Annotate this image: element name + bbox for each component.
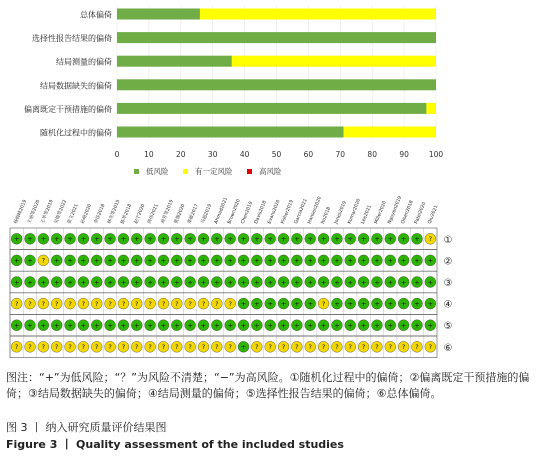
bar-segment <box>117 103 426 114</box>
study-label: 李佳2018 <box>93 203 107 225</box>
judgement-symbol: + <box>360 299 367 308</box>
study-label: Miller2020 <box>374 200 388 225</box>
bar-segment <box>117 32 436 43</box>
judgement-symbol: ? <box>308 343 312 352</box>
judgement-symbol: + <box>240 343 247 352</box>
judgement-symbol: + <box>174 256 180 265</box>
study-label: 赵宁2020 <box>133 203 147 225</box>
judgement-symbol: + <box>347 299 353 308</box>
judgement-symbol: + <box>360 278 367 287</box>
judgement-symbol: ? <box>361 343 366 352</box>
judgement-symbol: + <box>400 278 407 287</box>
judgement-symbol: + <box>334 235 340 244</box>
study-label: Evans2020 <box>267 199 282 225</box>
study-label: 周伟2021 <box>147 203 160 225</box>
judgement-symbol: + <box>360 256 367 265</box>
judgement-symbol: + <box>13 278 20 287</box>
judgement-symbol: ? <box>175 299 179 308</box>
judgement-symbol: + <box>134 321 140 330</box>
bar-segment <box>426 103 436 114</box>
judgement-symbol: + <box>360 235 367 244</box>
judgement-symbol: + <box>347 235 353 244</box>
judgement-symbol: + <box>227 256 233 265</box>
judgement-symbol: + <box>120 321 127 330</box>
judgement-symbol: ? <box>348 343 352 352</box>
judgement-symbol: + <box>254 235 260 244</box>
judgement-symbol: + <box>307 299 313 308</box>
study-label: Kumar2020 <box>347 198 363 225</box>
judgement-symbol: + <box>267 278 273 287</box>
domain-label: ④ <box>443 299 453 311</box>
judgement-symbol: + <box>187 235 193 244</box>
judgement-symbol: ? <box>54 343 59 352</box>
judgement-symbol: ? <box>428 235 433 244</box>
judgement-symbol: + <box>334 299 340 308</box>
study-label: Lee2021 <box>360 204 373 225</box>
study-label: Fisher2019 <box>280 199 295 225</box>
judgement-symbol: + <box>134 235 140 244</box>
judgement-symbol: + <box>120 235 127 244</box>
judgement-symbol: ? <box>201 299 206 308</box>
judgement-symbol: + <box>294 256 300 265</box>
judgement-symbol: ? <box>81 343 86 352</box>
judgement-symbol: ? <box>281 343 286 352</box>
judgement-symbol: + <box>427 299 434 308</box>
judgement-symbol: + <box>240 321 247 330</box>
judgement-symbol: + <box>427 256 434 265</box>
bar-segment <box>343 127 436 138</box>
judgement-symbol: + <box>40 278 47 287</box>
judgement-symbol: + <box>160 256 167 265</box>
judgement-symbol: + <box>214 278 220 287</box>
judgement-symbol: + <box>414 235 420 244</box>
judgement-symbol: + <box>214 256 220 265</box>
judgement-symbol: + <box>280 278 287 287</box>
study-label: 黄强2020 <box>174 203 187 225</box>
judgement-symbol: + <box>400 256 407 265</box>
judgement-symbol: + <box>400 321 407 330</box>
judgement-symbol: + <box>347 278 353 287</box>
judgement-symbol: + <box>227 235 233 244</box>
judgement-symbol: + <box>134 256 140 265</box>
category-label: 偏离既定干预措施的偏倚 <box>24 104 112 114</box>
judgement-symbol: + <box>254 321 260 330</box>
judgement-symbol: + <box>147 256 153 265</box>
judgement-symbol: + <box>387 256 394 265</box>
study-label: Garcia2021 <box>294 198 309 225</box>
study-label: 吴俊等2022 <box>53 199 69 225</box>
x-tick-label: 60 <box>303 150 314 159</box>
judgement-symbol: + <box>240 256 247 265</box>
figure-title-cn: 图 3 丨 纳入研究质量评价结果图 <box>6 421 167 434</box>
judgement-symbol: ? <box>388 343 393 352</box>
judgement-symbol: ? <box>135 299 139 308</box>
domain-label: ⑤ <box>443 321 453 333</box>
judgement-symbol: + <box>94 278 100 287</box>
judgement-symbol: + <box>67 278 73 287</box>
judgement-symbol: ? <box>428 343 433 352</box>
judgement-symbol: ? <box>41 256 46 265</box>
judgement-symbol: + <box>387 299 394 308</box>
judgement-symbol: ? <box>41 343 46 352</box>
study-label: Olsen2018 <box>400 199 415 225</box>
judgement-symbol: + <box>107 278 113 287</box>
x-tick-label: 10 <box>144 150 154 159</box>
judgement-symbol: + <box>320 321 327 330</box>
judgement-symbol: ? <box>375 343 379 352</box>
judgement-symbol: + <box>347 321 353 330</box>
judgement-symbol: + <box>187 256 193 265</box>
study-label: 王华等2019 <box>40 199 55 225</box>
judgement-symbol: ? <box>188 299 192 308</box>
domain-label: ② <box>443 256 453 268</box>
judgement-symbol: ? <box>108 343 112 352</box>
judgement-symbol: + <box>107 321 113 330</box>
x-tick-label: 100 <box>428 150 444 159</box>
judgement-symbol: + <box>120 278 127 287</box>
judgement-symbol: + <box>80 256 87 265</box>
study-label: Hansen2020 <box>307 195 323 225</box>
bar-segment <box>200 9 436 20</box>
judgement-symbol: ? <box>135 343 139 352</box>
judgement-symbol: + <box>214 321 220 330</box>
study-label: 王丽等2020 <box>27 199 42 225</box>
judgement-symbol: + <box>267 321 273 330</box>
judgement-symbol: + <box>200 256 207 265</box>
judgement-symbol: + <box>53 278 60 287</box>
judgement-symbol: + <box>174 278 180 287</box>
judgement-symbol: + <box>80 278 87 287</box>
judgement-symbol: + <box>400 299 407 308</box>
judgement-symbol: ? <box>54 299 59 308</box>
judgement-symbol: + <box>240 278 247 287</box>
study-label: 陈华2018 <box>120 203 134 225</box>
category-label: 结局数据缺失的偏倚 <box>40 81 112 91</box>
judgement-symbol: + <box>427 278 434 287</box>
judgement-symbol: + <box>27 256 33 265</box>
x-tick-label: 70 <box>335 150 346 159</box>
judgement-symbol: + <box>414 299 420 308</box>
judgement-symbol: ? <box>255 343 259 352</box>
judgement-symbol: + <box>200 278 207 287</box>
judgement-symbol: ? <box>95 343 99 352</box>
judgement-symbol: ? <box>41 299 46 308</box>
judgement-symbol: + <box>254 278 260 287</box>
judgement-symbol: + <box>94 256 100 265</box>
judgement-symbol: + <box>427 321 434 330</box>
legend-label: 低风险 <box>146 167 169 176</box>
judgement-symbol: + <box>227 321 233 330</box>
judgement-symbol: + <box>320 235 327 244</box>
judgement-symbol: + <box>174 235 180 244</box>
judgement-symbol: ? <box>175 343 179 352</box>
judgement-symbol: + <box>214 235 220 244</box>
category-label: 随机化过程中的偏倚 <box>40 128 112 138</box>
judgement-symbol: ? <box>68 343 72 352</box>
judgement-symbol: ? <box>295 343 299 352</box>
x-tick-label: 20 <box>176 150 186 159</box>
judgement-symbol: + <box>67 321 73 330</box>
judgement-symbol: + <box>414 256 420 265</box>
judgement-symbol: + <box>94 235 100 244</box>
study-label: Ito2018 <box>320 206 333 225</box>
judgement-symbol: + <box>94 321 100 330</box>
judgement-symbol: + <box>334 256 340 265</box>
judgement-symbol: + <box>374 299 380 308</box>
study-label: Brown2020 <box>227 198 242 225</box>
judgement-symbol: + <box>187 278 193 287</box>
judgement-symbol: + <box>120 256 127 265</box>
judgement-symbol: + <box>160 235 167 244</box>
judgement-symbol: + <box>53 321 60 330</box>
judgement-symbol: + <box>147 278 153 287</box>
study-label: Qiu2021 <box>427 204 440 225</box>
judgement-symbol: ? <box>201 343 206 352</box>
judgement-symbol: + <box>134 278 140 287</box>
judgement-symbol: + <box>147 235 153 244</box>
bar-segment <box>117 127 343 138</box>
judgement-symbol: + <box>414 321 420 330</box>
judgement-symbol: + <box>174 321 180 330</box>
judgement-symbol: ? <box>321 299 326 308</box>
category-label: 总体偏倚 <box>80 10 112 20</box>
judgement-symbol: + <box>13 256 20 265</box>
judgement-symbol: + <box>334 321 340 330</box>
judgement-symbol: + <box>360 321 367 330</box>
judgement-symbol: + <box>80 321 87 330</box>
judgement-symbol: + <box>307 256 313 265</box>
judgement-symbol: + <box>160 278 167 287</box>
x-tick-label: 80 <box>367 150 377 159</box>
x-tick-label: 40 <box>239 150 250 159</box>
study-label: 刘芳等2019 <box>160 199 175 225</box>
judgement-symbol: + <box>307 321 313 330</box>
study-label: Davis2018 <box>254 200 268 225</box>
judgement-symbol: ? <box>161 299 166 308</box>
judgement-symbol: + <box>107 235 113 244</box>
x-tick-label: 90 <box>399 150 409 159</box>
judgement-symbol: + <box>280 235 287 244</box>
legend-label: 高风险 <box>259 167 282 176</box>
judgement-symbol: + <box>294 299 300 308</box>
bar-segment <box>117 9 200 20</box>
judgement-symbol: ? <box>228 299 232 308</box>
judgement-symbol: + <box>280 299 287 308</box>
judgement-symbol: + <box>80 235 87 244</box>
domain-label: ① <box>443 234 453 246</box>
judgement-symbol: + <box>307 235 313 244</box>
judgement-symbol: + <box>414 278 420 287</box>
judgement-symbol: ? <box>121 299 126 308</box>
judgement-symbol: + <box>280 256 287 265</box>
judgement-symbol: + <box>374 321 380 330</box>
judgement-symbol: + <box>267 256 273 265</box>
study-label: 杨晓峰2019 <box>13 199 29 225</box>
judgement-symbol: + <box>200 235 207 244</box>
judgement-symbol: ? <box>148 299 152 308</box>
judgement-symbol: + <box>187 321 193 330</box>
study-label: 郑敏2017 <box>187 203 200 225</box>
judgement-symbol: ? <box>81 299 86 308</box>
judgement-symbol: ? <box>215 299 219 308</box>
judgement-symbol: + <box>67 235 73 244</box>
judgement-symbol: + <box>294 235 300 244</box>
bar-segment <box>232 56 436 67</box>
judgement-symbol: ? <box>28 299 32 308</box>
judgement-symbol: ? <box>28 343 32 352</box>
judgement-symbol: ? <box>401 343 406 352</box>
x-tick-label: 0 <box>114 150 120 159</box>
judgement-symbol: + <box>240 299 247 308</box>
x-tick-label: 30 <box>207 150 218 159</box>
judgement-symbol: ? <box>335 343 339 352</box>
study-label: 孙萌2020 <box>80 203 94 225</box>
judgement-symbol: + <box>27 278 33 287</box>
judgement-symbol: + <box>40 321 47 330</box>
judgement-symbol: + <box>334 278 340 287</box>
judgement-symbol: + <box>240 235 247 244</box>
judgement-symbol: + <box>67 256 73 265</box>
x-tick-label: 50 <box>271 150 282 159</box>
judgement-symbol: + <box>294 321 300 330</box>
bar-segment <box>117 56 232 67</box>
study-label: Patel2020 <box>414 201 428 225</box>
legend-swatch <box>134 169 139 174</box>
domain-label: ⑥ <box>443 342 453 354</box>
bar-segment <box>117 79 436 90</box>
judgement-symbol: + <box>27 321 33 330</box>
study-label: Ahmad2021 <box>214 196 230 225</box>
judgement-symbol: ? <box>321 343 326 352</box>
judgement-symbol: + <box>387 321 394 330</box>
judgement-symbol: ? <box>121 343 126 352</box>
figure-legend-note: 图注：“+”为低风险；“？”为风险不清楚；“−”为高风险。①随机化过程中的偏倚；②偏离既定干预措施的偏倚；③结局数据缺失的偏倚；④结局测量的偏倚；⑤选择性报告结果的偏倚；⑥总体偏倚。 <box>6 371 530 400</box>
judgement-symbol: ? <box>108 299 112 308</box>
judgement-symbol: + <box>320 256 327 265</box>
judgement-symbol: ? <box>268 343 272 352</box>
judgement-symbol: + <box>320 278 327 287</box>
judgement-symbol: ? <box>68 299 72 308</box>
study-label: Nguyen2019 <box>387 195 404 225</box>
domain-label: ③ <box>443 278 453 289</box>
category-label: 选择性报告结果的偏倚 <box>32 34 112 44</box>
judgement-symbol: + <box>160 321 167 330</box>
legend-label: 有一定风险 <box>195 167 233 176</box>
judgement-symbol: ? <box>14 299 19 308</box>
judgement-symbol: + <box>53 256 60 265</box>
judgement-symbol: + <box>387 235 394 244</box>
figure-title-en: Figure 3 丨 Quality assessment of the included studies <box>6 438 344 451</box>
study-label: 张文2021 <box>67 203 80 225</box>
judgement-symbol: + <box>400 235 407 244</box>
judgement-symbol: + <box>387 278 394 287</box>
judgement-symbol: + <box>200 321 207 330</box>
judgement-symbol: + <box>294 278 300 287</box>
judgement-symbol: ? <box>415 343 419 352</box>
judgement-symbol: + <box>13 321 20 330</box>
judgement-symbol: ? <box>228 343 232 352</box>
judgement-symbol: + <box>374 235 380 244</box>
judgement-symbol: ? <box>95 299 99 308</box>
study-label: Chen2019 <box>240 201 255 225</box>
judgement-symbol: + <box>307 278 313 287</box>
legend-swatch <box>183 169 188 174</box>
judgement-symbol: ? <box>161 343 166 352</box>
judgement-symbol: + <box>53 235 60 244</box>
judgement-symbol: + <box>107 256 113 265</box>
judgement-symbol: + <box>147 321 153 330</box>
judgement-symbol: + <box>13 235 20 244</box>
judgement-symbol: + <box>27 235 33 244</box>
judgement-symbol: ? <box>215 343 219 352</box>
judgement-symbol: ? <box>188 343 192 352</box>
judgement-symbol: + <box>254 299 260 308</box>
judgement-symbol: + <box>227 278 233 287</box>
judgement-symbol: + <box>374 278 380 287</box>
judgement-symbol: + <box>254 256 260 265</box>
judgement-symbol: + <box>374 256 380 265</box>
judgement-symbol: + <box>40 235 47 244</box>
judgement-symbol: + <box>267 235 273 244</box>
study-label: 林光等2015 <box>107 199 122 225</box>
judgement-symbol: + <box>347 256 353 265</box>
legend-swatch <box>247 169 252 174</box>
judgement-symbol: ? <box>148 343 152 352</box>
category-label: 结局测量的偏倚 <box>56 57 112 67</box>
study-label: Jones2019 <box>334 200 348 225</box>
judgement-symbol: + <box>280 321 287 330</box>
judgement-symbol: ? <box>14 343 19 352</box>
judgement-symbol: + <box>267 299 273 308</box>
study-label: 马超2019 <box>200 203 214 225</box>
